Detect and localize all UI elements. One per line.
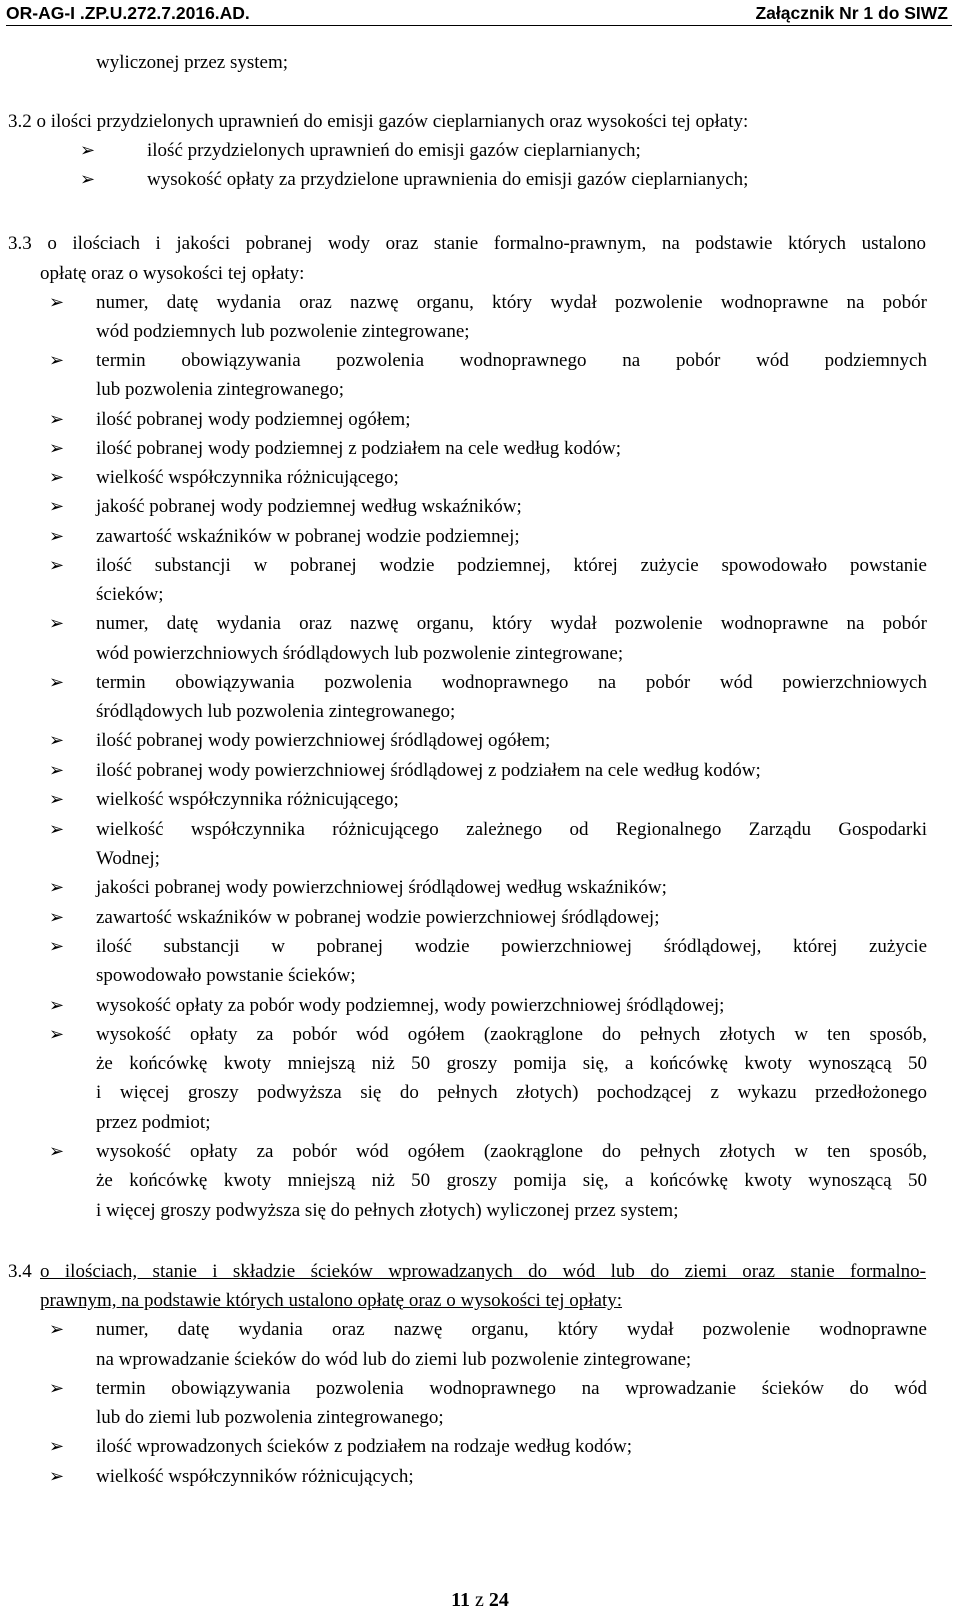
list-item: jakość pobranej wody podziemnej według wskaźników; <box>96 496 522 517</box>
arrowhead-bullet-icon: ➢ <box>49 907 65 928</box>
list-item-cont: że końcówkę kwoty mniejszą niż 50 groszy pomija się, a końcówkę kwoty wynoszącą 50 <box>96 1170 927 1191</box>
list-item: ilość wprowadzonych ścieków z podziałem na rodzaje według kodów; <box>96 1436 633 1457</box>
list-item: zawartość wskaźników w pobranej wodzie powierzchniowej śródlądowej; <box>96 907 660 928</box>
list-item: ilość przydzielonych uprawnień do emisji gazów cieplarnianych; <box>147 140 641 161</box>
arrowhead-bullet-icon: ➢ <box>49 438 65 459</box>
list-item: numer, datę wydania oraz nazwę organu, który wydał pozwolenie wodnoprawne na pobór <box>96 292 927 313</box>
list-item: ilość pobranej wody podziemnej ogółem; <box>96 409 411 430</box>
arrowhead-bullet-icon: ➢ <box>49 760 65 781</box>
arrowhead-bullet-icon: ➢ <box>49 1378 65 1399</box>
list-item-cont: że końcówkę kwoty mniejszą niż 50 groszy pomija się, a końcówkę kwoty wynoszącą 50 <box>96 1053 927 1074</box>
list-item: ilość substancji w pobranej wodzie powierzchniowej śródlądowej, której zużycie <box>96 936 927 957</box>
arrowhead-bullet-icon: ➢ <box>49 1141 65 1162</box>
list-item: ilość pobranej wody podziemnej z podziałem na cele według kodów; <box>96 438 621 459</box>
arrowhead-bullet-icon: ➢ <box>80 169 96 190</box>
section-3-4-heading: o ilościach, stanie i składzie ścieków wprowadzanych do wód lub do ziemi oraz stanie formalno- <box>40 1261 926 1282</box>
list-item: ilość substancji w pobranej wodzie podziemnej, której zużycie spowodowało powstanie <box>96 555 927 576</box>
arrowhead-bullet-icon: ➢ <box>49 292 65 313</box>
arrowhead-bullet-icon: ➢ <box>49 409 65 430</box>
arrowhead-bullet-icon: ➢ <box>49 936 65 957</box>
total-pages: 24 <box>488 1589 509 1611</box>
arrowhead-bullet-icon: ➢ <box>49 467 65 488</box>
list-item-cont: Wodnej; <box>96 848 160 869</box>
list-item: wysokość opłaty za pobór wody podziemnej, wody powierzchniowej śródlądowej; <box>96 995 725 1016</box>
list-item-cont: na wprowadzanie ścieków do wód lub do ziemi lub pozwolenie zintegrowane; <box>96 1349 692 1370</box>
list-item-cont: przez podmiot; <box>96 1112 211 1133</box>
current-page: 11 <box>451 1589 470 1611</box>
document-reference: OR-AG-I .ZP.U.272.7.2016.AD. <box>6 3 250 23</box>
arrowhead-bullet-icon: ➢ <box>49 1466 65 1487</box>
list-item: wysokość opłaty za pobór wód ogółem (zaokrąglone do pełnych złotych w ten sposób, <box>96 1141 927 1162</box>
list-item: termin obowiązywania pozwolenia wodnoprawnego na pobór wód powierzchniowych <box>96 672 927 693</box>
list-item: numer, datę wydania oraz nazwę organu, który wydał pozwolenie wodnoprawne <box>96 1319 927 1340</box>
arrowhead-bullet-icon: ➢ <box>49 1319 65 1340</box>
continuation-line: wyliczonej przez system; <box>96 52 289 73</box>
arrowhead-bullet-icon: ➢ <box>49 496 65 517</box>
page-of-label: z <box>475 1589 484 1611</box>
list-item: numer, datę wydania oraz nazwę organu, który wydał pozwolenie wodnoprawne na pobór <box>96 613 927 634</box>
arrowhead-bullet-icon: ➢ <box>49 1024 65 1045</box>
arrowhead-bullet-icon: ➢ <box>49 995 65 1016</box>
section-3-3-heading: 3.3 o ilościach i jakości pobranej wody oraz stanie formalno-prawnym, na podstawie których ustalono <box>8 233 926 254</box>
list-item: jakości pobranej wody powierzchniowej śródlądowej według wskaźników; <box>96 877 667 898</box>
section-3-4-number: 3.4 <box>8 1261 32 1282</box>
list-item: wielkość współczynnika różnicującego; <box>96 789 399 810</box>
list-item-cont: spowodowało powstanie ścieków; <box>96 965 356 986</box>
list-item: wysokość opłaty za przydzielone uprawnienia do emisji gazów cieplarnianych; <box>147 169 749 190</box>
list-item-cont: wód powierzchniowych śródlądowych lub pozwolenie zintegrowane; <box>96 643 624 664</box>
list-item-cont: i więcej groszy podwyższa się do pełnych złotych) wyliczonej przez system; <box>96 1200 679 1221</box>
list-item-cont: lub pozwolenia zintegrowanego; <box>96 379 344 400</box>
list-item: wielkość współczynników różnicujących; <box>96 1466 414 1487</box>
arrowhead-bullet-icon: ➢ <box>49 613 65 634</box>
arrowhead-bullet-icon: ➢ <box>49 555 65 576</box>
section-3-3-heading-cont: opłatę oraz o wysokości tej opłaty: <box>40 263 305 284</box>
arrowhead-bullet-icon: ➢ <box>80 140 96 161</box>
arrowhead-bullet-icon: ➢ <box>49 789 65 810</box>
section-3-2-heading: 3.2 o ilości przydzielonych uprawnień do emisji gazów cieplarnianych oraz wysokości tej opłaty: <box>8 111 749 132</box>
arrowhead-bullet-icon: ➢ <box>49 1436 65 1457</box>
list-item-cont: śródlądowych lub pozwolenia zintegrowanego; <box>96 701 456 722</box>
list-item-cont: wód podziemnych lub pozwolenie zintegrowane; <box>96 321 470 342</box>
list-item: ilość pobranej wody powierzchniowej śródlądowej z podziałem na cele według kodów; <box>96 760 761 781</box>
arrowhead-bullet-icon: ➢ <box>49 350 65 371</box>
list-item-cont: lub do ziemi lub pozwolenia zintegrowanego; <box>96 1407 444 1428</box>
arrowhead-bullet-icon: ➢ <box>49 877 65 898</box>
section-3-4-heading-cont: prawnym, na podstawie których ustalono opłatę oraz o wysokości tej opłaty: <box>40 1290 623 1311</box>
arrowhead-bullet-icon: ➢ <box>49 730 65 751</box>
list-item: termin obowiązywania pozwolenia wodnoprawnego na pobór wód podziemnych <box>96 350 927 371</box>
list-item: zawartość wskaźników w pobranej wodzie podziemnej; <box>96 526 520 547</box>
list-item: termin obowiązywania pozwolenia wodnoprawnego na wprowadzanie ścieków do wód <box>96 1378 927 1399</box>
list-item: wysokość opłaty za pobór wód ogółem (zaokrąglone do pełnych złotych w ten sposób, <box>96 1024 927 1045</box>
arrowhead-bullet-icon: ➢ <box>49 526 65 547</box>
attachment-label: Załącznik Nr 1 do SIWZ <box>755 3 948 23</box>
list-item-cont: ścieków; <box>96 584 164 605</box>
list-item: wielkość współczynnika różnicującego; <box>96 467 399 488</box>
page-number <box>0 1588 960 1612</box>
arrowhead-bullet-icon: ➢ <box>49 672 65 693</box>
list-item-cont: i więcej groszy podwyższa się do pełnych złotych) pochodzącej z wykazu przedłożonego <box>96 1082 927 1103</box>
list-item: ilość pobranej wody powierzchniowej śródlądowej ogółem; <box>96 730 551 751</box>
arrowhead-bullet-icon: ➢ <box>49 819 65 840</box>
list-item: wielkość współczynnika różnicującego zależnego od Regionalnego Zarządu Gospodarki <box>96 819 927 840</box>
